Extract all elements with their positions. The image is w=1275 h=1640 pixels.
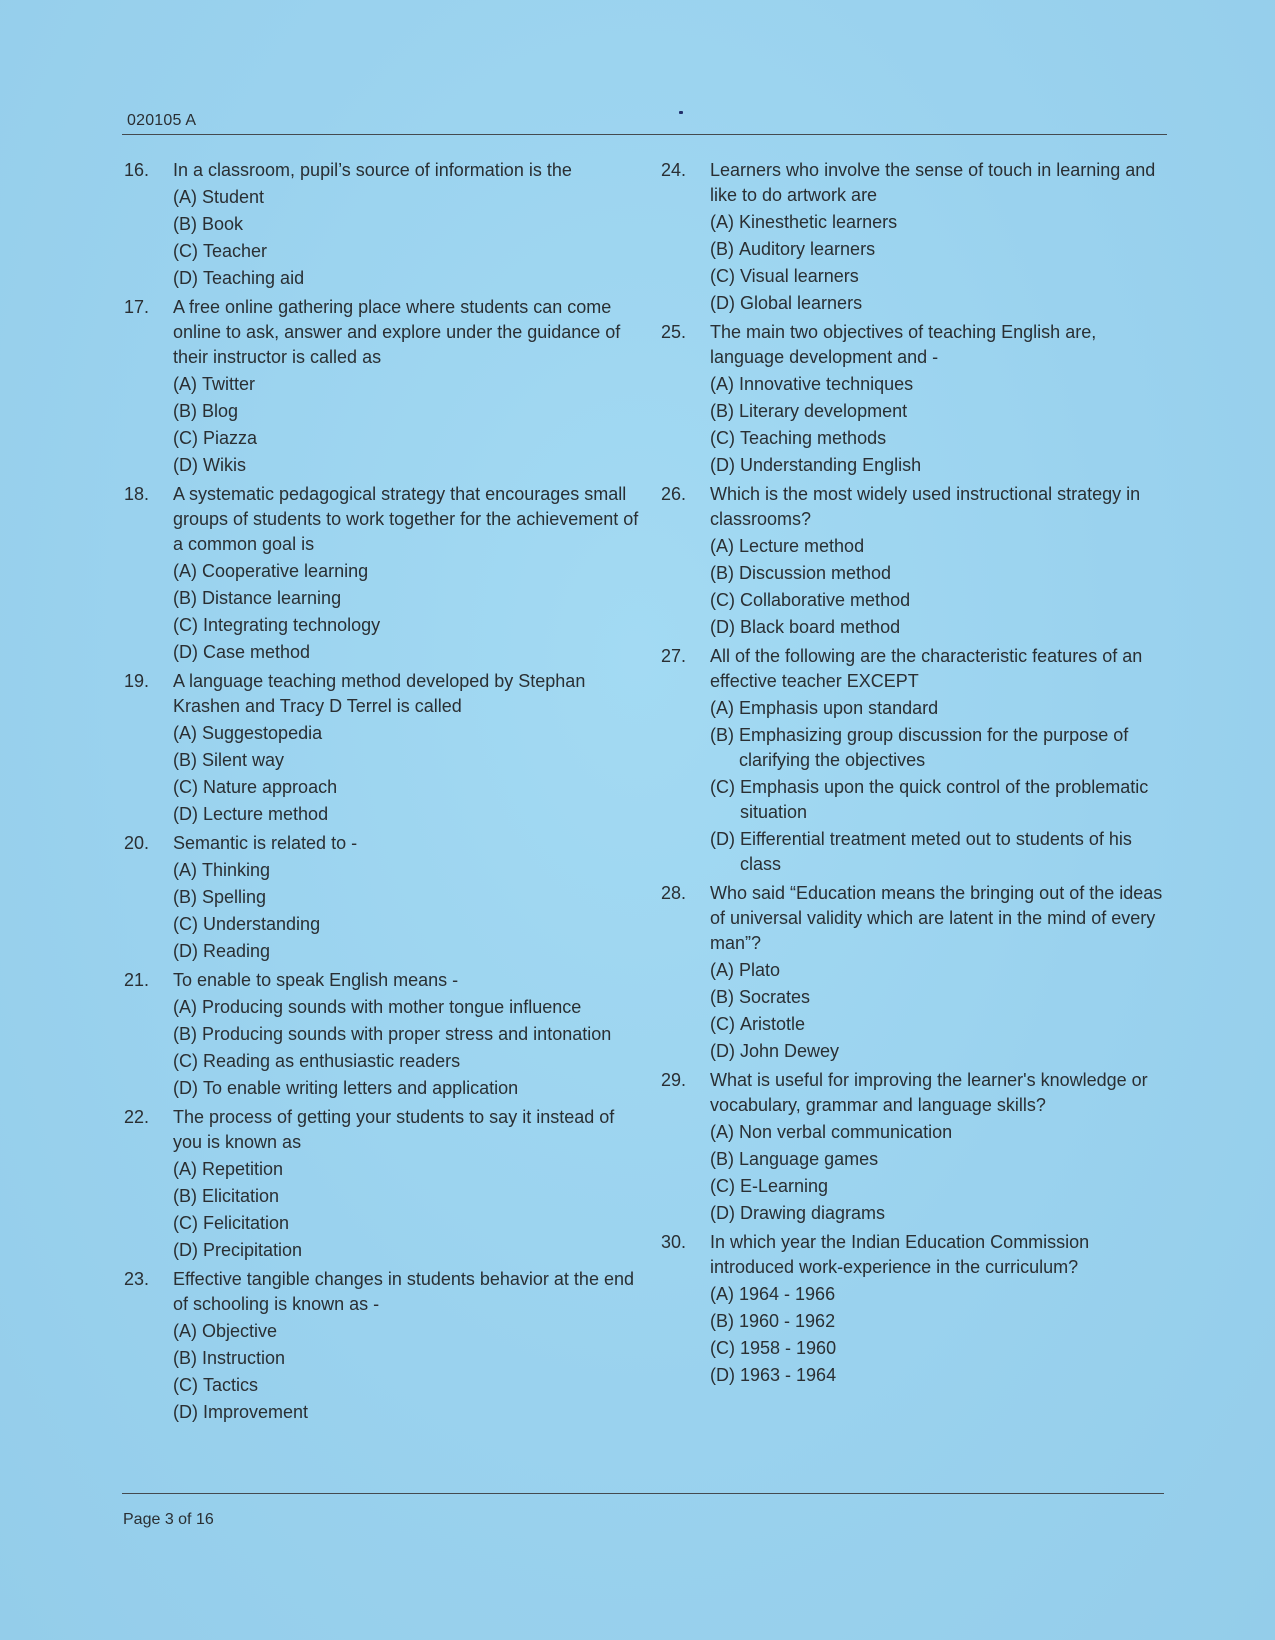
answer-options [173,1319,644,1425]
question-item [124,158,644,291]
answer-options [710,696,1169,877]
answer-option [710,561,1169,586]
option-letter: (B) [173,214,197,234]
option-letter: (D) [173,941,198,961]
option-text: 1960 - 1962 [739,1311,836,1331]
option-letter: (A) [710,1284,734,1304]
answer-option [173,185,644,210]
option-text: Student [202,187,265,207]
answer-option [710,1309,1169,1334]
answer-option [710,696,1169,721]
question-stem [124,1267,644,1317]
answer-option [173,912,644,937]
option-text: Black board method [740,617,901,637]
answer-option [710,453,1169,478]
question-text: To enable to speak English means - [173,970,459,990]
option-text: Non verbal communication [739,1122,953,1142]
option-text: Objective [202,1321,278,1341]
question-item [124,831,644,964]
question-stem [124,482,644,557]
answer-option [710,210,1169,235]
question-text: A free online gathering place where students can come online to ask, answer and explore under the guidance of their instructor is called as [173,297,621,367]
answer-option [710,1363,1169,1388]
option-text: 1964 - 1966 [739,1284,836,1304]
answer-options [710,958,1169,1064]
option-text: Emphasizing group discussion for the purpose of clarifying the objectives [739,725,1129,770]
question-stem [661,1230,1169,1280]
option-letter: (A) [173,187,197,207]
answer-option [173,239,644,264]
answer-option [173,372,644,397]
option-letter: (A) [173,723,197,743]
option-text: Book [202,214,244,234]
question-number: 19. [124,671,150,691]
question-text: In which year the Indian Education Commission introduced work-experience in the curriculum? [710,1232,1090,1277]
option-text: Case method [203,642,311,662]
answer-option [710,1147,1169,1172]
answer-option [710,1282,1169,1307]
answer-option [173,721,644,746]
option-letter: (D) [710,617,735,637]
option-text: John Dewey [740,1041,840,1061]
question-stem [661,158,1169,208]
option-letter: (C) [173,1375,198,1395]
answer-option [173,1184,644,1209]
question-text: The main two objectives of teaching English are, language development and - [710,322,1097,367]
question-number: 28. [661,883,687,903]
question-item [124,1105,644,1263]
question-text: A systematic pedagogical strategy that encourages small groups of students to work together for the achievement of a common goal is [173,484,639,554]
question-stem [124,295,644,370]
option-text: Understanding English [740,455,922,475]
option-letter: (C) [173,777,198,797]
answer-option [173,1022,644,1047]
question-number: 22. [124,1107,150,1127]
option-text: Understanding [203,914,321,934]
answer-option [710,1120,1169,1145]
option-text: Improvement [203,1402,309,1422]
option-text: Lecture method [739,536,865,556]
option-text: To enable writing letters and application [203,1078,519,1098]
question-stem [124,669,644,719]
answer-option [710,399,1169,424]
option-letter: (C) [710,590,735,610]
question-number: 16. [124,160,150,180]
option-letter: (D) [173,455,198,475]
answer-option [173,1319,644,1344]
option-letter: (D) [173,804,198,824]
answer-option [173,1373,644,1398]
question-stem [661,644,1169,694]
question-number: 27. [661,646,687,666]
option-letter: (D) [173,1078,198,1098]
option-letter: (B) [173,401,197,421]
question-text: Effective tangible changes in students behavior at the end of schooling is known as - [173,1269,634,1314]
option-text: Innovative techniques [739,374,914,394]
answer-options [173,995,644,1101]
option-letter: (A) [173,374,197,394]
answer-option [710,985,1169,1010]
option-text: Collaborative method [740,590,911,610]
answer-option [173,399,644,424]
question-item [661,1068,1169,1226]
answer-options [710,534,1169,640]
answer-option [710,1201,1169,1226]
answer-option [173,775,644,800]
answer-option [173,212,644,237]
answer-options [710,1282,1169,1388]
answer-option [173,266,644,291]
option-letter: (B) [710,1311,734,1331]
answer-option [710,588,1169,613]
answer-option [173,613,644,638]
option-letter: (B) [710,1149,734,1169]
option-letter: (C) [710,266,735,286]
option-letter: (D) [173,642,198,662]
option-letter: (B) [173,1348,197,1368]
option-letter: (A) [710,374,734,394]
question-number: 18. [124,484,150,504]
answer-option [173,858,644,883]
option-text: Suggestopedia [202,723,323,743]
answer-option [710,1174,1169,1199]
question-text: Semantic is related to - [173,833,358,853]
question-item [124,968,644,1101]
option-text: Global learners [740,293,863,313]
question-text: In a classroom, pupil’s source of information is the [173,160,572,180]
answer-options [173,559,644,665]
option-letter: (B) [173,1186,197,1206]
option-letter: (A) [173,860,197,880]
answer-option [173,939,644,964]
option-letter: (A) [173,1321,197,1341]
answer-option [173,1049,644,1074]
option-letter: (B) [710,563,734,583]
option-text: 1963 - 1964 [740,1365,837,1385]
answer-option [710,426,1169,451]
question-item [124,669,644,827]
question-item [661,320,1169,478]
question-stem [661,881,1169,956]
answer-option [173,1400,644,1425]
option-letter: (D) [710,829,735,849]
option-letter: (D) [710,455,735,475]
page-number: Page 3 of 16 [123,1511,214,1528]
option-letter: (C) [710,1014,735,1034]
footer-divider [122,1493,1164,1494]
option-letter: (B) [710,725,734,745]
option-text: Wikis [203,455,246,475]
option-letter: (A) [710,1122,734,1142]
answer-option [710,237,1169,262]
option-letter: (D) [710,1203,735,1223]
option-text: Nature approach [203,777,338,797]
answer-options [173,1157,644,1263]
option-text: Spelling [202,887,267,907]
question-stem [661,1068,1169,1118]
answer-options [173,721,644,827]
option-letter: (D) [710,293,735,313]
ink-speck [679,111,683,114]
question-text: Which is the most widely used instructional strategy in classrooms? [710,484,1141,529]
question-item [661,644,1169,877]
option-text: Eifferential treatment meted out to students of his class [740,829,1132,874]
answer-options [173,185,644,291]
question-stem [661,482,1169,532]
option-letter: (A) [710,960,734,980]
question-stem [661,320,1169,370]
option-letter: (B) [173,887,197,907]
question-number: 23. [124,1269,150,1289]
answer-option [710,291,1169,316]
option-text: Kinesthetic learners [739,212,898,232]
option-text: Precipitation [203,1240,303,1260]
question-text: What is useful for improving the learner's knowledge or vocabulary, grammar and language skills? [710,1070,1148,1115]
option-letter: (C) [710,777,735,797]
question-stem [124,968,644,993]
option-letter: (B) [710,987,734,1007]
option-letter: (D) [173,1240,198,1260]
option-text: Plato [739,960,781,980]
option-text: Emphasis upon standard [739,698,939,718]
question-number: 20. [124,833,150,853]
option-text: Reading [203,941,271,961]
option-letter: (C) [173,428,198,448]
answer-options [173,372,644,478]
option-letter: (B) [173,750,197,770]
option-letter: (A) [710,698,734,718]
question-text: A language teaching method developed by Stephan Krashen and Tracy D Terrel is called [173,671,586,716]
answer-option [173,995,644,1020]
option-text: Teacher [203,241,268,261]
option-text: Tactics [203,1375,259,1395]
answer-options [710,210,1169,316]
option-text: Drawing diagrams [740,1203,886,1223]
left-column [124,158,644,1429]
answer-option [710,534,1169,559]
question-stem [124,1105,644,1155]
option-text: Literary development [739,401,908,421]
question-number: 26. [661,484,687,504]
question-item [661,881,1169,1064]
option-letter: (A) [173,997,197,1017]
option-text: Visual learners [740,266,859,286]
answer-option [173,453,644,478]
option-letter: (C) [710,1338,735,1358]
answer-options [173,858,644,964]
option-text: Silent way [202,750,285,770]
option-letter: (B) [173,1024,197,1044]
question-number: 17. [124,297,150,317]
question-item [124,1267,644,1425]
option-text: Thinking [202,860,271,880]
answer-option [710,372,1169,397]
answer-option [710,1012,1169,1037]
right-column [661,158,1169,1392]
option-text: Lecture method [203,804,329,824]
question-number: 24. [661,160,687,180]
option-letter: (A) [710,536,734,556]
option-text: Cooperative learning [202,561,369,581]
question-text: Learners who involve the sense of touch in learning and like to do artwork are [710,160,1156,205]
answer-option [173,885,644,910]
answer-option [173,1211,644,1236]
question-item [124,295,644,478]
answer-option [173,1157,644,1182]
option-text: Twitter [202,374,256,394]
option-letter: (C) [173,615,198,635]
question-number: 30. [661,1232,687,1252]
option-letter: (B) [710,239,734,259]
answer-option [173,426,644,451]
answer-options [710,1120,1169,1226]
question-stem [124,831,644,856]
question-text: The process of getting your students to say it instead of you is known as [173,1107,615,1152]
answer-option [173,1076,644,1101]
answer-option [173,559,644,584]
question-stem [124,158,644,183]
option-letter: (C) [173,1213,198,1233]
option-text: Integrating technology [203,615,381,635]
option-text: Discussion method [739,563,892,583]
answer-option [173,586,644,611]
option-text: Blog [202,401,239,421]
option-text: 1958 - 1960 [740,1338,837,1358]
question-item [661,1230,1169,1388]
answer-option [710,827,1169,877]
question-item [661,482,1169,640]
answer-option [173,748,644,773]
option-text: Emphasis upon the quick control of the problematic situation [740,777,1149,822]
question-number: 25. [661,322,687,342]
option-text: Elicitation [202,1186,280,1206]
question-item [661,158,1169,316]
option-text: Aristotle [740,1014,806,1034]
option-letter: (C) [173,241,198,261]
answer-option [710,958,1169,983]
option-text: Producing sounds with mother tongue influence [202,997,582,1017]
option-text: Socrates [739,987,811,1007]
option-text: Teaching methods [740,428,887,448]
answer-option [710,723,1169,773]
option-text: Piazza [203,428,258,448]
option-letter: (A) [173,1159,197,1179]
option-text: Teaching aid [203,268,305,288]
option-text: Instruction [202,1348,286,1368]
option-text: E-Learning [740,1176,829,1196]
answer-options [710,372,1169,478]
answer-option [173,802,644,827]
option-letter: (D) [173,1402,198,1422]
option-letter: (D) [710,1041,735,1061]
answer-option [710,615,1169,640]
answer-option [710,1039,1169,1064]
paper-code: 020105 A [127,112,197,129]
option-letter: (C) [710,428,735,448]
option-letter: (C) [173,914,198,934]
question-text: Who said “Education means the bringing out of the ideas of universal validity which are latent in the mind of every man”? [710,883,1163,953]
option-letter: (C) [710,1176,735,1196]
question-text: All of the following are the characteristic features of an effective teacher EXCEPT [710,646,1143,691]
option-text: Auditory learners [739,239,876,259]
option-letter: (B) [710,401,734,421]
question-item [124,482,644,665]
answer-option [173,1346,644,1371]
header-divider [122,134,1167,135]
option-text: Repetition [202,1159,284,1179]
answer-option [710,775,1169,825]
option-letter: (C) [173,1051,198,1071]
answer-option [173,1238,644,1263]
option-letter: (A) [173,561,197,581]
option-letter: (B) [173,588,197,608]
answer-option [710,264,1169,289]
option-letter: (D) [173,268,198,288]
option-letter: (A) [710,212,734,232]
option-text: Felicitation [203,1213,290,1233]
answer-option [173,640,644,665]
option-letter: (D) [710,1365,735,1385]
question-number: 29. [661,1070,687,1090]
option-text: Reading as enthusiastic readers [203,1051,461,1071]
option-text: Producing sounds with proper stress and intonation [202,1024,612,1044]
option-text: Language games [739,1149,879,1169]
answer-option [710,1336,1169,1361]
option-text: Distance learning [202,588,342,608]
question-number: 21. [124,970,150,990]
